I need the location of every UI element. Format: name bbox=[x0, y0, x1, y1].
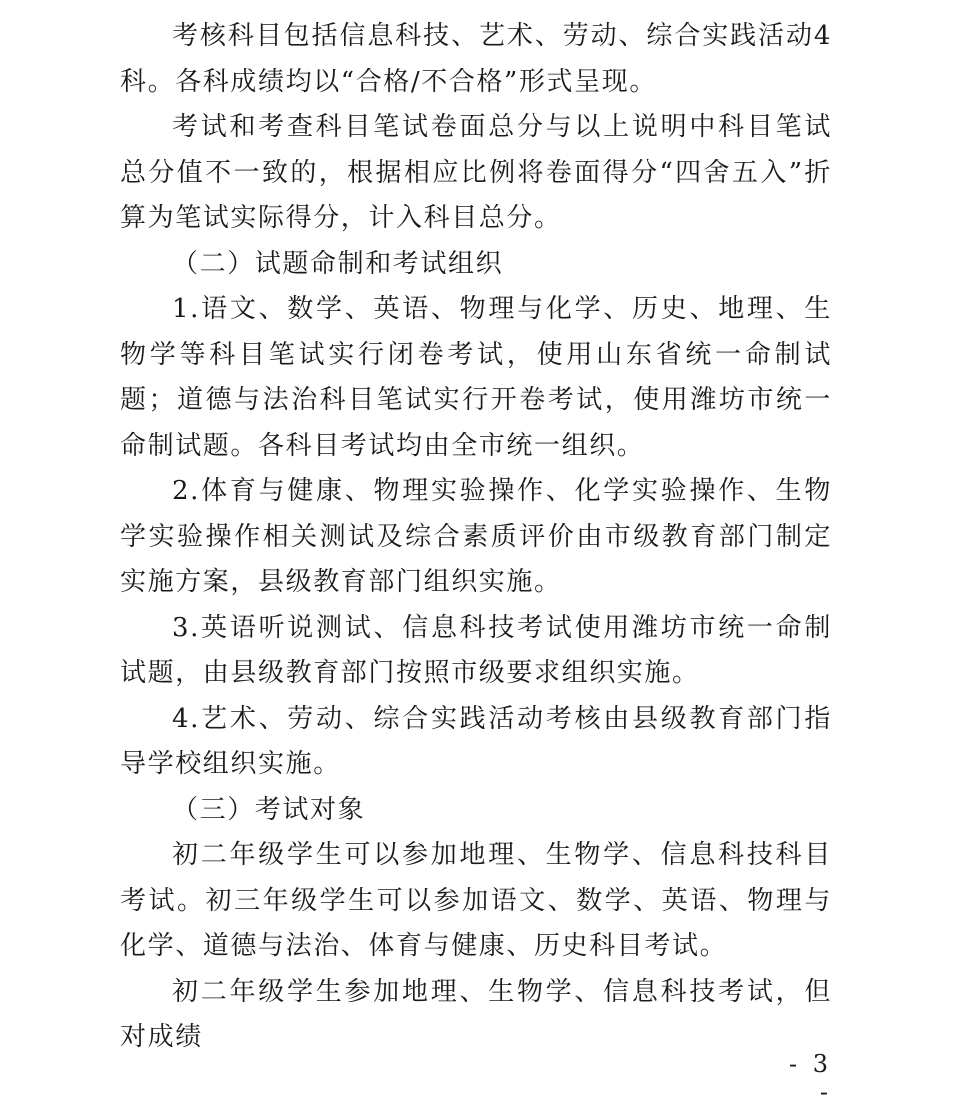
paragraph-grade-two-note: 初二年级学生参加地理、生物学、信息科技考试，但对成绩 bbox=[120, 976, 832, 1052]
paragraph-item-3: 3.英语听说测试、信息科技考试使用潍坊市统一命制试题，由县级教育部门按照市级要求组织实施。 bbox=[120, 612, 832, 688]
paragraph-item-2: 2.体育与健康、物理实验操作、化学实验操作、生物学实验操作相关测试及综合素质评价由市级教育部门制定实施方案，县级教育部门组织实施。 bbox=[120, 476, 832, 597]
section-heading-question-setting: （二）试题命制和考试组织 bbox=[172, 248, 504, 279]
document-body bbox=[120, 14, 832, 1061]
paragraph-item-1: 1.语文、数学、英语、物理与化学、历史、地理、生物学等科目笔试实行闭卷考试，使用山东省统一命制试题；道德与法治科目笔试实行开卷考试，使用潍坊市统一命制试题。各科目考试均由全市统一组织。 bbox=[120, 294, 832, 461]
paragraph-score-conversion: 考试和考查科目笔试卷面总分与以上说明中科目笔试总分值不一致的，根据相应比例将卷面得分“四舍五入”折算为笔试实际得分，计入科目总分。 bbox=[120, 112, 832, 233]
paragraph-exam-targets: 初二年级学生可以参加地理、生物学、信息科技科目考试。初三年级学生可以参加语文、数学、英语、物理与化学、道德与法治、体育与健康、历史科目考试。 bbox=[120, 840, 832, 961]
paragraph-assessment-subjects: 考核科目包括信息科技、艺术、劳动、综合实践活动4科。各科成绩均以“合格/不合格”形式呈现。 bbox=[120, 21, 832, 97]
section-heading-exam-targets: （三）考试对象 bbox=[172, 794, 366, 825]
paragraph-item-4: 4.艺术、劳动、综合实践活动考核由县级教育部门指导学校组织实施。 bbox=[120, 703, 832, 779]
page-number: - 3 - bbox=[788, 1050, 832, 1106]
